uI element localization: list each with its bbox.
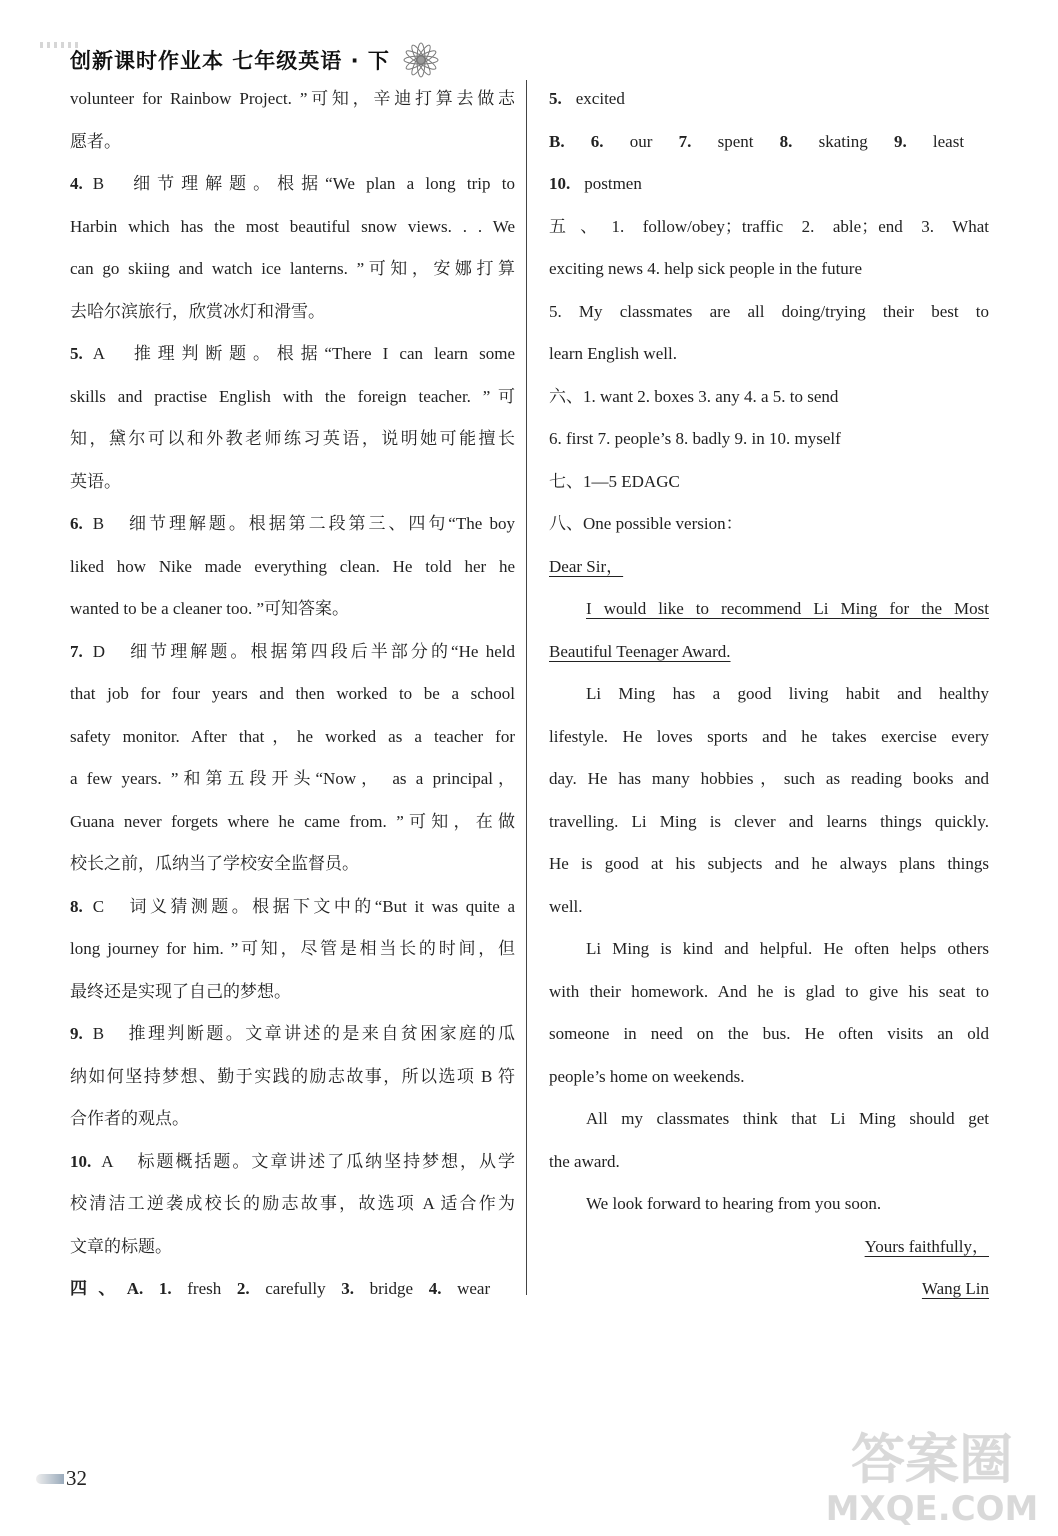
answer-letter: B	[92, 1024, 105, 1043]
explanation-line: skills and practise English with the foreign teacher. ”可	[70, 386, 515, 406]
explanation-line: 英语。	[70, 471, 121, 491]
letter-line: Li Ming is kind and helpful. He often helps others	[586, 939, 989, 958]
answer-letter: C	[92, 896, 105, 916]
explanation-line: that job for four years and then worked to be a school	[70, 684, 515, 703]
answer-letter: D	[92, 641, 106, 661]
section-prefix: 四、A.	[70, 1279, 144, 1298]
svg-text:答案圈: 答案圈	[851, 1428, 1013, 1491]
question-answer-line	[70, 1141, 515, 1184]
explanation-text: 推理判断题。根据“There I can learn some	[127, 344, 515, 363]
answer-letter: B	[92, 514, 105, 533]
answer-line: 5. My classmates are all doing/trying their best to	[549, 301, 989, 321]
item-answer: fresh	[187, 1279, 222, 1298]
question-number: 10.	[70, 1151, 92, 1171]
letter-closing: Yours faithfully，	[864, 1236, 989, 1256]
answer-token: 9.	[893, 131, 907, 151]
letter-intro: I would like to recommend Li Ming for the Most	[586, 599, 989, 618]
answer-letter: B	[92, 174, 105, 193]
answer-token: skating	[818, 131, 868, 151]
letter-salutation: Dear Sir，	[549, 556, 624, 576]
explanation-line: 最终还是实现了自己的梦想。	[70, 981, 291, 1001]
letter-intro: Beautiful Teenager Award.	[549, 641, 731, 661]
letter-line: day. He has many hobbies，such as reading books and	[549, 769, 989, 788]
item-number: 4.	[428, 1279, 442, 1298]
explanation-line: 合作者的观点。	[70, 1109, 189, 1128]
question-number: 5.	[70, 344, 83, 363]
left-column	[70, 78, 515, 1311]
explanation-line: 文章的标题。	[70, 1236, 172, 1256]
letter-signature: Wang Lin	[921, 1279, 989, 1298]
explanation-line: Guana never forgets where he came from. ”可知，在做	[70, 811, 515, 831]
explanation-line: 知，黛尔可以和外教老师练习英语，说明她可能擅长	[70, 429, 515, 448]
explanation-line: liked how Nike made everything clean. He told her he	[70, 556, 515, 576]
question-number: 4.	[70, 174, 83, 193]
watermark-logo	[826, 1420, 1038, 1530]
flower-icon	[398, 37, 444, 83]
letter-line: someone in need on the bus. He often visits an old	[549, 1024, 989, 1043]
letter-line: Li Ming has a good living habit and healthy	[586, 684, 989, 703]
letter-body	[549, 673, 989, 1183]
explanation-line: safety monitor. After that，he worked as a teacher for	[70, 726, 515, 746]
answer-letter: A	[101, 1151, 114, 1171]
answer-line	[549, 121, 964, 164]
explanation-text: 细节理解题。根据“We plan a long trip to	[126, 174, 515, 193]
svg-text:MXQE.COM: MXQE.COM	[826, 1489, 1038, 1529]
item-number: 2.	[236, 1279, 250, 1298]
page-number	[36, 1466, 87, 1491]
page-tab-icon	[36, 1474, 64, 1484]
item-number: 3.	[341, 1279, 355, 1298]
answer-token: least	[932, 131, 965, 151]
section-four-line	[70, 1268, 490, 1311]
letter-line: lifestyle. He loves sports and he takes exercise every	[549, 726, 989, 746]
answer-line: 10. postmen	[549, 174, 642, 193]
answer-token: our	[629, 131, 653, 151]
explanation-line: 愿者。	[70, 131, 121, 151]
answer-letter: A	[92, 344, 106, 363]
right-column	[549, 78, 989, 1311]
explanation-line: wanted to be a cleaner too. ”可知答案。	[70, 599, 349, 618]
question-answer-line	[70, 163, 515, 206]
item-answer: wear	[457, 1279, 491, 1298]
letter-line: travelling. Li Ming is clever and learns things quickly.	[549, 811, 989, 831]
explanation-line: 校长之前，瓜纳当了学校安全监督员。	[70, 854, 359, 873]
answer-token: 6.	[590, 131, 604, 151]
item-number: 1.	[158, 1279, 172, 1298]
explanation-text: 推理判断题。文章讲述的是来自贫困家庭的瓜	[126, 1024, 515, 1043]
explanation-text: 标题概括题。文章讲述了瓜纳坚持梦想，从学	[135, 1151, 515, 1171]
column-divider	[526, 80, 527, 1295]
answer-line: 七、1—5 EDAGC	[549, 471, 680, 491]
answer-token: 8.	[779, 131, 793, 151]
answer-line: 八、One possible version：	[549, 514, 743, 533]
question-answer-line	[70, 333, 515, 376]
explanation-text: 细节理解题。根据第四段后半部分的“He held	[127, 641, 515, 661]
item-answer: carefully	[265, 1279, 326, 1298]
question-answer-line	[70, 631, 515, 674]
question-answer-line	[70, 503, 515, 546]
explanation-line: 校清洁工逆袭成校长的励志故事，故选项 A 适合作为	[70, 1194, 515, 1213]
explanation-text: 词义猜测题。根据下文中的“But it was quite a	[126, 896, 515, 916]
answer-token: spent	[717, 131, 754, 151]
question-number: 8.	[70, 896, 83, 916]
letter-line: the award.	[549, 1151, 620, 1171]
answer-line: 5. excited	[549, 89, 625, 108]
question-number: 9.	[70, 1024, 83, 1043]
answer-line: 五、1. follow/obey；traffic 2. able；end 3. What	[549, 216, 989, 236]
explanation-text: 细节理解题。根据第二段第三、四句“The boy	[126, 514, 515, 533]
answer-line: learn English well.	[549, 344, 677, 363]
explanation-line: 去哈尔滨旅行，欣赏冰灯和滑雪。	[70, 301, 325, 321]
explanation-line: 纳如何坚持梦想、勤于实践的励志故事，所以选项 B 符	[70, 1066, 515, 1086]
question-number: 6.	[70, 514, 83, 533]
question-answer-line	[70, 886, 515, 929]
answer-line: 六、1. want 2. boxes 3. any 4. a 5. to send	[549, 386, 839, 406]
letter-line: We look forward to hearing from you soon.	[586, 1194, 882, 1213]
explanation-line: a few years. ”和第五段开头“Now， as a principal，	[70, 769, 515, 788]
page-number-text: 32	[66, 1466, 87, 1490]
letter-line: All my classmates think that Li Ming should get	[586, 1109, 989, 1128]
letter-line: with their homework. And he is glad to give his seat to	[549, 981, 989, 1001]
explanation-line: long journey for him. ”可知，尽管是相当长的时间，但	[70, 939, 515, 958]
explanation-line: Harbin which has the most beautiful snow views. . . We	[70, 216, 515, 236]
item-answer: bridge	[369, 1279, 414, 1298]
answer-token: B.	[549, 131, 565, 151]
answer-line: 6. first 7. people’s 8. badly 9. in 10. myself	[549, 429, 841, 448]
question-answer-line	[70, 1013, 515, 1056]
page-header	[70, 42, 444, 78]
question-number: 7.	[70, 641, 83, 661]
explanation-line: can go skiing and watch ice lanterns. ”可知，安娜打算	[70, 259, 515, 278]
letter-line: well.	[549, 896, 583, 916]
book-title: 创新课时作业本 七年级英语 · 下	[70, 49, 390, 73]
letter-line: He is good at his subjects and he always plans things	[549, 854, 989, 873]
explanation-line: volunteer for Rainbow Project. ”可知，辛迪打算去做志	[70, 89, 515, 108]
letter-line: people’s home on weekends.	[549, 1066, 745, 1086]
answer-token: 7.	[678, 131, 692, 151]
answer-line: exciting news 4. help sick people in the future	[549, 259, 862, 278]
